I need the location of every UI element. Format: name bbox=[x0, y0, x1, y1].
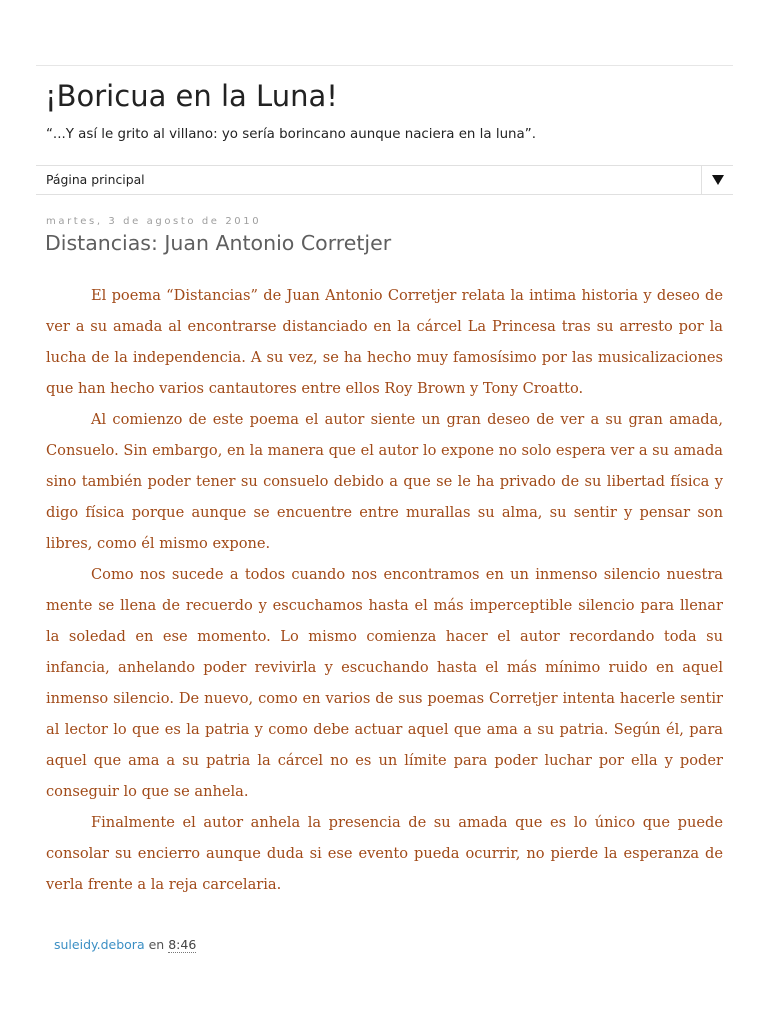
blog-description: “...Y así le grito al villano: yo sería borincano aunque naciera en la luna”. bbox=[46, 127, 536, 142]
post-paragraph: El poema “Distancias” de Juan Antonio Corretjer relata la intima historia y deseo de ver a su amada al encontrarse distanciado en la cárcel La Princesa tras su arresto por la lucha de la independencia. A su vez, se ha hecho muy famosísimo por las musicalizaciones que han hecho varios cantautores entre ellos Roy Brown y Tony Croatto. bbox=[46, 287, 723, 397]
header-divider bbox=[36, 65, 733, 66]
post-title[interactable]: Distancias: Juan Antonio Corretjer bbox=[45, 231, 392, 255]
pages-nav bbox=[36, 165, 733, 195]
post-date: martes, 3 de agosto de 2010 bbox=[46, 216, 262, 227]
post-paragraph: Como nos sucede a todos cuando nos encontramos en un inmenso silencio nuestra mente se llena de recuerdo y escuchamos hasta el más imperceptible silencio para llenar la soledad en ese momento. Lo mismo comienza hacer el autor recordando toda su infancia, anhelando poder revivirla y escuchando hasta el más mínimo ruido en aquel inmenso silencio. De nuevo, como en varios de sus poemas Corretjer intenta hacerle sentir al lector lo que es la patria y como debe actuar aquel que ama a su patria. Según él, para aquel que ama a su patria la cárcel no es un límite para poder luchar por ella y poder conseguir lo que se anhela. bbox=[46, 566, 723, 800]
post-footer bbox=[54, 935, 196, 955]
blog-title[interactable]: ¡Boricua en la Luna! bbox=[45, 79, 338, 113]
nav-item-home[interactable]: Página principal bbox=[46, 172, 145, 187]
post-paragraph: Al comienzo de este poema el autor siente un gran deseo de ver a su gran amada, Consuelo. Sin embargo, en la manera que el autor lo expone no solo espera ver a su amada sino también poder tener su consuelo debido a que se le ha privado de su libertad física y digo física porque aunque se encuentre entre murallas su alma, su sentir y pensar son libres, como él mismo expone. bbox=[46, 411, 723, 552]
post-body bbox=[46, 280, 723, 900]
post-timestamp-link[interactable]: 8:46 bbox=[168, 937, 197, 952]
pages-dropdown-toggle[interactable] bbox=[701, 166, 733, 194]
byline-prefix: en bbox=[148, 937, 165, 952]
author-link[interactable]: suleidy.debora bbox=[54, 937, 145, 952]
post-paragraph: Finalmente el autor anhela la presencia de su amada que es lo único que puede consolar su encierro aunque duda si ese evento pueda ocurrir, no pierde la esperanza de verla frente a la reja carcelaria. bbox=[46, 814, 723, 893]
triangle-down-icon bbox=[712, 175, 724, 185]
